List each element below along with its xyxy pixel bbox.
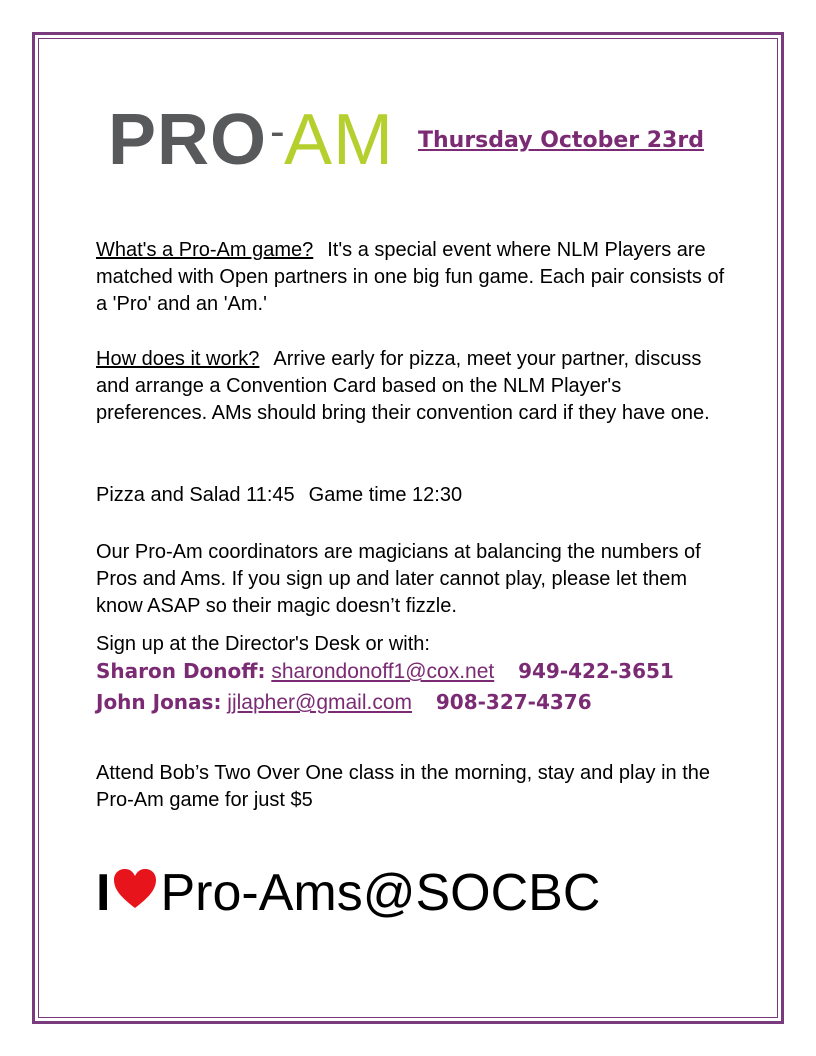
class-paragraph: Attend Bob’s Two Over One class in the morning, stay and play in the Pro-Am game for just $5: [96, 762, 711, 811]
how-heading: How does it work?: [96, 348, 260, 370]
contact-email-link[interactable]: jjlapher@gmail.com: [227, 691, 413, 714]
game-time: Game time 12:30: [308, 484, 463, 506]
contact-name: John Jonas:: [96, 690, 222, 714]
contact-phone: 949-422-3651: [518, 659, 674, 683]
logo-pro-text: PRO: [108, 100, 268, 180]
how-text: Arrive early for pizza, meet your partner, discuss and arrange a Convention Card based on the NLM Player's preferences. AMs should bring their convention card if they have one.: [96, 348, 710, 424]
contact-phone: 908-327-4376: [435, 690, 592, 714]
what-paragraph: [96, 237, 736, 318]
footer-text: Pro-Ams@SOCBC: [160, 864, 601, 922]
signup-text: Sign up at the Director's Desk or with:: [96, 633, 430, 655]
contact-name: Sharon Donoff:: [96, 659, 266, 683]
contact-email-link[interactable]: sharondonoff1@cox.net: [271, 660, 495, 683]
how-paragraph: [96, 346, 736, 427]
logo-am-text: AM: [284, 100, 394, 180]
schedule-line: [96, 482, 736, 509]
footer-i: I: [96, 864, 111, 922]
what-text: It's a special event where NLM Players are matched with Open partners in one big fun game. Each pair consists of a 'Pro' and an 'Am.': [96, 239, 725, 315]
logo-dash: -: [270, 107, 285, 156]
what-heading: What's a Pro-Am game?: [96, 239, 314, 261]
event-date: Thursday October 23rd: [418, 128, 704, 153]
contact-sharon: [96, 659, 674, 684]
heart-icon: [112, 868, 158, 910]
contact-john: [96, 690, 592, 715]
coordinators-paragraph: Our Pro-Am coordinators are magicians at balancing the numbers of Pros and Ams. If you sign up and later cannot play, please let them know ASAP so their magic doesn’t fizzle.: [96, 541, 701, 617]
footer-slogan: [96, 860, 600, 926]
pizza-time: Pizza and Salad 11:45: [96, 484, 295, 506]
